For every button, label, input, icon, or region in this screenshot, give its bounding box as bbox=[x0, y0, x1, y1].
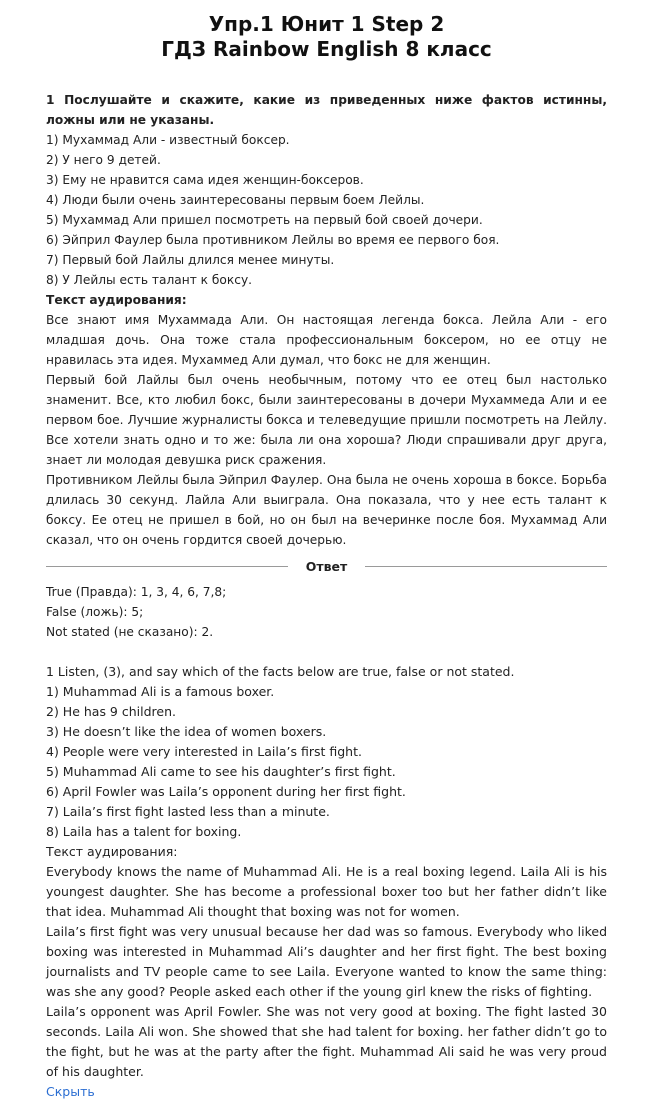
hide-link[interactable]: Скрыть bbox=[46, 1084, 95, 1099]
answer-line: Not stated (не сказано): 2. bbox=[46, 625, 214, 639]
english-fact: 7) Laila’s first fight lasted less than a minute. bbox=[46, 804, 330, 819]
title-line-1: Упр.1 Юнит 1 Step 2 bbox=[208, 12, 445, 36]
russian-listening-heading: Текст аудирования: bbox=[46, 293, 187, 307]
page-title bbox=[46, 0, 607, 62]
english-fact: 1) Muhammad Ali is a famous boxer. bbox=[46, 684, 275, 699]
english-fact: 5) Muhammad Ali came to see his daughter’s first fight. bbox=[46, 764, 396, 779]
divider-line-left bbox=[46, 566, 288, 567]
russian-fact: 2) У него 9 детей. bbox=[46, 153, 161, 167]
english-fact: 6) April Fowler was Laila’s opponent during her first fight. bbox=[46, 784, 406, 799]
russian-fact: 5) Мухаммад Али пришел посмотреть на первый бой своей дочери. bbox=[46, 213, 483, 227]
russian-fact: 4) Люди были очень заинтересованы первым боем Лейлы. bbox=[46, 193, 425, 207]
english-fact: 8) Laila has a talent for boxing. bbox=[46, 824, 242, 839]
answer-line: False (ложь): 5; bbox=[46, 605, 144, 619]
english-section bbox=[46, 662, 607, 1102]
english-paragraph: Everybody knows the name of Muhammad Ali. He is a real boxing legend. Laila Ali is his youngest daughter. She has become a professional boxer too but her father didn’t like that idea. Muhammad Ali thought that boxing was not for women. bbox=[46, 864, 607, 919]
russian-fact: 6) Эйприл Фаулер была противником Лейлы во время ее первого боя. bbox=[46, 233, 500, 247]
title-line-2: ГДЗ Rainbow English 8 класс bbox=[161, 37, 492, 61]
english-listening-heading: Текст аудирования: bbox=[46, 844, 178, 859]
russian-section bbox=[46, 90, 607, 550]
russian-fact: 7) Первый бой Лайлы длился менее минуты. bbox=[46, 253, 335, 267]
divider-line-right bbox=[365, 566, 607, 567]
russian-paragraph: Все знают имя Мухаммада Али. Он настоящая легенда бокса. Лейла Али - его младшая дочь. Она тоже стала профессиональным боксером, но ее отцу не нравилась эта идея. Мухаммед Али думал, что бокс не для женщин. bbox=[46, 313, 607, 367]
answer-line: True (Правда): 1, 3, 4, 6, 7,8; bbox=[46, 585, 227, 599]
russian-fact: 1) Мухаммад Али - известный боксер. bbox=[46, 133, 290, 147]
english-paragraph: Laila’s first fight was very unusual because her dad was so famous. Everybody who liked boxing was interested in Muhammad Ali’s daughter and her first fight. The best boxing journalists and TV people came to see Laila. Everyone wanted to know the same thing: was she any good? People asked each other if the young girl knew the risks of fighting. bbox=[46, 924, 607, 999]
russian-fact: 8) У Лейлы есть талант к боксу. bbox=[46, 273, 253, 287]
answer-label: Ответ bbox=[305, 559, 348, 574]
english-task: 1 Listen, (3), and say which of the facts below are true, false or not stated. bbox=[46, 664, 515, 679]
russian-task: 1 Послушайте и скажите, какие из приведенных ниже фактов истинны, ложны или не указаны. bbox=[46, 93, 607, 127]
russian-fact: 3) Ему не нравится сама идея женщин-боксеров. bbox=[46, 173, 364, 187]
answer-section bbox=[46, 582, 607, 642]
english-fact: 4) People were very interested in Laila’s first fight. bbox=[46, 744, 362, 759]
english-paragraph: Laila’s opponent was April Fowler. She was not very good at boxing. The fight lasted 30 seconds. Laila Ali won. She showed that she had talent for boxing. her father didn’t go to the fight, but he was at the party after the fight. Muhammad Ali said he was very proud of his daughter. bbox=[46, 1004, 607, 1079]
english-fact: 3) He doesn’t like the idea of women boxers. bbox=[46, 724, 327, 739]
english-fact: 2) He has 9 children. bbox=[46, 704, 176, 719]
answer-divider bbox=[46, 559, 607, 574]
russian-paragraph: Противником Лейлы была Эйприл Фаулер. Она была не очень хороша в боксе. Борьба длилась 30 секунд. Лайла Али выиграла. Она показала, что у нее есть талант к боксу. Ее отец не пришел в бой, но он был на вечеринке после боя. Мухаммад Али сказал, что он очень гордится своей дочерью. bbox=[46, 473, 607, 547]
russian-paragraph: Первый бой Лайлы был очень необычным, потому что ее отец был настолько знаменит. Все, кто любил бокс, были заинтересованы в дочери Мухаммеда Али и ее первом бое. Лучшие журналисты бокса и телеведущие пришли посмотреть на Лейлу. Все хотели знать одно и то же: была ли она хороша? Люди спрашивали друг друга, знает ли молодая девушка риск сражения. bbox=[46, 373, 607, 467]
